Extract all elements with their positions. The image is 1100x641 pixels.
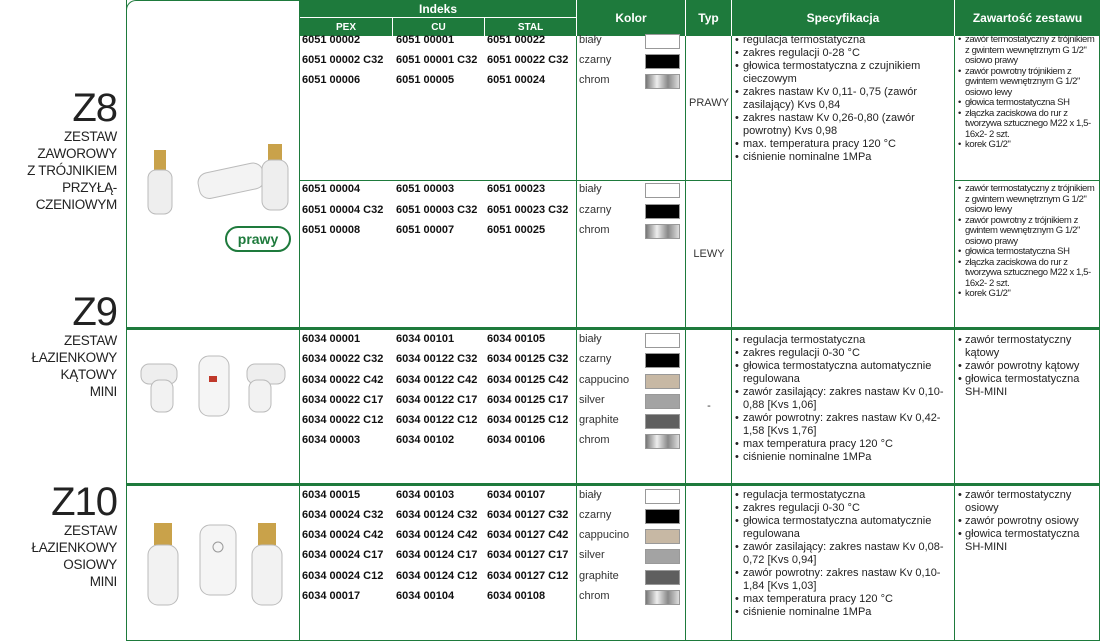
- spec-item: • głowica termostatyczna z czujnikiem cieczowym: [735, 60, 953, 86]
- color-swatch: [645, 333, 680, 348]
- pex-code: 6051 00002: [302, 34, 361, 46]
- stal-code: 6034 00108: [487, 590, 546, 602]
- stal-code: 6034 00125 C32: [487, 353, 569, 365]
- section-divider: [126, 327, 1100, 330]
- color-swatch: [645, 353, 680, 368]
- grid-line: [685, 36, 686, 641]
- spec-item: • zawór powrotny: zakres nastaw Kv 0,42-1,58 [Kvs 1,76]: [735, 412, 953, 438]
- contents-item: • zawór powrotny kątowy: [958, 360, 1098, 373]
- contents-item: • złączka zaciskowa do rur z tworzywa sztucznego M22 x 1,5- 16x2- 2 szt.: [958, 109, 1098, 141]
- color-swatch: [645, 509, 680, 524]
- contents-item: • zawór powrotny z trójnikiem z gwintem wewnętrznym G 1/2" osiowo prawy: [958, 216, 1098, 248]
- contents-item: • głowica termostatyczna SH: [958, 98, 1098, 109]
- color-name: graphite: [579, 414, 619, 426]
- section-divider: [126, 483, 1100, 486]
- color-name: graphite: [579, 570, 619, 582]
- contents-item: • zawór termostatyczny z trójnikiem z gwintem wewnętrznym G 1/2" osiowo lewy: [958, 184, 1098, 216]
- cu-code: 6034 00124 C12: [396, 570, 478, 582]
- color-name: cappucino: [579, 374, 630, 386]
- cu-code: 6034 00104: [396, 590, 455, 602]
- color-name: biały: [579, 333, 602, 345]
- cu-code: 6034 00102: [396, 434, 455, 446]
- label-code: Z10: [51, 480, 117, 524]
- contents-item: • głowica termostatyczna SH-MINI: [958, 373, 1098, 399]
- spec-item: • ciśnienie nominalne 1MPa: [735, 151, 953, 164]
- thermostatic-head: [196, 161, 266, 200]
- pex-code: 6034 00022 C17: [302, 394, 384, 406]
- cu-code: 6034 00124 C32: [396, 509, 478, 521]
- label-line: MINI: [89, 384, 117, 399]
- spec-item: • zakres regulacji 0-30 °C: [735, 502, 953, 515]
- spec-item: • zawór zasilający: zakres nastaw Kv 0,08-0,72 [Kvs 0,94]: [735, 541, 953, 567]
- label-line: MINI: [89, 574, 117, 589]
- brass-fitting: [268, 144, 282, 162]
- pex-code: 6034 00022 C32: [302, 353, 384, 365]
- pex-code: 6051 00006: [302, 74, 361, 86]
- thermostatic-head: [199, 356, 229, 416]
- color-name: silver: [579, 394, 605, 406]
- valve-body: [262, 160, 288, 210]
- spec-item: • zakres regulacji 0-28 °C: [735, 47, 953, 60]
- stal-code: 6034 00127 C12: [487, 570, 569, 582]
- spec-item: • zakres nastaw Kv 0,26-0,80 (zawór powrotny) Kvs 0,98: [735, 112, 953, 138]
- stal-code: 6034 00107: [487, 489, 546, 501]
- cu-code: 6034 00122 C42: [396, 374, 478, 386]
- color-swatch: [645, 489, 680, 504]
- pex-code: 6051 00004 C32: [302, 204, 384, 216]
- header-spec: Specyfikacja: [732, 0, 954, 36]
- contents-item: • zawór termostatyczny z trójnikiem z gwintem wewnętrznym G 1/2" osiowo prawy: [958, 35, 1098, 67]
- header-pex: PEX: [300, 17, 392, 36]
- pex-code: 6051 00002 C32: [302, 54, 384, 66]
- spec-item: • zawór powrotny: zakres nastaw Kv 0,10-1,84 [Kvs 1,03]: [735, 567, 953, 593]
- color-swatch: [645, 34, 680, 49]
- color-name: czarny: [579, 509, 612, 521]
- spec-list-z9: [735, 334, 953, 464]
- label-line: CZENIOWYM: [35, 197, 117, 212]
- color-name: biały: [579, 489, 602, 501]
- pex-code: 6051 00004: [302, 183, 361, 195]
- label-line: Z TRÓJNIKIEM: [27, 163, 117, 178]
- label-z10: [31, 482, 117, 590]
- label-z8: [27, 88, 117, 213]
- label-code: Z9: [72, 290, 117, 334]
- pex-code: 6034 00015: [302, 489, 361, 501]
- cu-code: 6034 00122 C12: [396, 414, 478, 426]
- label-line: ZAWOROWY: [37, 146, 117, 161]
- header-indeks: Indeks: [300, 0, 576, 17]
- contents-item: • złączka zaciskowa do rur z tworzywa sztucznego M22 x 1,5- 16x2- 2 szt.: [958, 258, 1098, 290]
- contents-list-z10: [958, 489, 1098, 554]
- color-swatch: [645, 204, 680, 219]
- stal-code: 6034 00106: [487, 434, 546, 446]
- cu-code: 6034 00122 C32: [396, 353, 478, 365]
- valve-body: [148, 545, 178, 605]
- color-swatch: [645, 570, 680, 585]
- stal-code: 6034 00125 C17: [487, 394, 569, 406]
- typ-value: PRAWY: [689, 97, 729, 109]
- cu-code: 6034 00103: [396, 489, 455, 501]
- color-name: czarny: [579, 204, 612, 216]
- color-name: czarny: [579, 353, 612, 365]
- color-swatch: [645, 183, 680, 198]
- contents-item: • korek G1/2": [958, 140, 1098, 151]
- stal-code: 6051 00022: [487, 34, 546, 46]
- label-z9: [31, 292, 117, 400]
- brass-fitting: [258, 523, 276, 545]
- thermostatic-head: [200, 525, 236, 595]
- contents-item: • zawór powrotny trójnikiem z gwintem wewnętrznym G 1/2" osiowo lewy: [958, 67, 1098, 99]
- typ-value: -: [707, 400, 711, 412]
- pex-code: 6034 00022 C42: [302, 374, 384, 386]
- spec-item: • regulacja termostatyczna: [735, 489, 953, 502]
- contents-item: • zawór termostatyczny kątowy: [958, 334, 1098, 360]
- image-column-corner: [126, 0, 300, 10]
- color-name: chrom: [579, 224, 610, 236]
- label-line: ŁAZIENKOWY: [31, 540, 117, 555]
- color-name: biały: [579, 183, 602, 195]
- color-swatch: [645, 224, 680, 239]
- cu-code: 6051 00005: [396, 74, 455, 86]
- pex-code: 6034 00024 C12: [302, 570, 384, 582]
- grid-line: [954, 180, 1100, 181]
- label-line: ZESTAW: [64, 523, 117, 538]
- color-name: chrom: [579, 590, 610, 602]
- header-cu: CU: [392, 17, 484, 36]
- stal-code: 6034 00127 C32: [487, 509, 569, 521]
- indicator: [209, 376, 217, 382]
- stal-code: 6051 00023 C32: [487, 204, 569, 216]
- contents-list-z9: [958, 334, 1098, 399]
- product-image-z10: [140, 515, 300, 615]
- color-swatch: [645, 394, 680, 409]
- color-swatch: [645, 434, 680, 449]
- label-code: Z8: [72, 86, 117, 130]
- valve-body: [148, 170, 172, 214]
- cu-code: 6034 00124 C17: [396, 549, 478, 561]
- valve-body: [249, 380, 271, 412]
- spec-item: • max. temperatura pracy 120 °C: [735, 138, 953, 151]
- pex-code: 6034 00024 C42: [302, 529, 384, 541]
- brass-fitting: [154, 523, 172, 545]
- contents-item: • zawór powrotny osiowy: [958, 515, 1098, 528]
- color-swatch: [645, 414, 680, 429]
- prawy-badge: prawy: [225, 226, 291, 252]
- cu-code: 6051 00007: [396, 224, 455, 236]
- cu-code: 6051 00003 C32: [396, 204, 478, 216]
- label-line: KĄTOWY: [60, 367, 117, 382]
- color-swatch: [645, 590, 680, 605]
- grid-line: [954, 36, 955, 641]
- typ-value: LEWY: [693, 248, 725, 260]
- header-kolor: Kolor: [577, 0, 685, 36]
- pex-code: 6034 00024 C17: [302, 549, 384, 561]
- color-swatch: [645, 54, 680, 69]
- spec-item: • zakres regulacji 0-30 °C: [735, 347, 953, 360]
- stal-code: 6034 00125 C42: [487, 374, 569, 386]
- color-name: chrom: [579, 74, 610, 86]
- label-line: PRZYŁĄ-: [62, 180, 117, 195]
- color-swatch: [645, 529, 680, 544]
- pex-code: 6034 00001: [302, 333, 361, 345]
- color-name: biały: [579, 34, 602, 46]
- spec-item: • głowica termostatyczna automatycznie regulowana: [735, 515, 953, 541]
- color-name: cappucino: [579, 529, 630, 541]
- header-zawartosc: Zawartość zestawu: [955, 0, 1100, 36]
- cu-code: 6034 00122 C17: [396, 394, 478, 406]
- spec-list-z10: [735, 489, 953, 619]
- contents-list-prawy: [958, 35, 1098, 151]
- label-line: ŁAZIENKOWY: [31, 350, 117, 365]
- spec-item: • zawór zasilający: zakres nastaw Kv 0,10-0,88 [Kvs 1,06]: [735, 386, 953, 412]
- spec-item: • głowica termostatyczna automatycznie regulowana: [735, 360, 953, 386]
- stal-code: 6051 00024: [487, 74, 546, 86]
- stal-code: 6034 00127 C17: [487, 549, 569, 561]
- pex-code: 6034 00017: [302, 590, 361, 602]
- contents-item: • głowica termostatyczna SH-MINI: [958, 528, 1098, 554]
- cu-code: 6034 00101: [396, 333, 455, 345]
- cu-code: 6034 00124 C42: [396, 529, 478, 541]
- color-swatch: [645, 374, 680, 389]
- stal-code: 6034 00125 C12: [487, 414, 569, 426]
- spec-item: • regulacja termostatyczna: [735, 34, 953, 47]
- pex-code: 6051 00008: [302, 224, 361, 236]
- product-image-z8: [140, 140, 290, 220]
- contents-item: • zawór termostatyczny osiowy: [958, 489, 1098, 515]
- spec-item: • zakres nastaw Kv 0,11- 0,75 (zawór zasilający) Kvs 0,84: [735, 86, 953, 112]
- spec-item: • ciśnienie nominalne 1MPa: [735, 606, 953, 619]
- stal-code: 6051 00022 C32: [487, 54, 569, 66]
- spec-item: • max temperatura pracy 120 °C: [735, 593, 953, 606]
- pex-code: 6034 00024 C32: [302, 509, 384, 521]
- header-typ: Typ: [686, 0, 731, 36]
- cu-code: 6051 00001: [396, 34, 455, 46]
- cu-code: 6051 00001 C32: [396, 54, 478, 66]
- color-name: czarny: [579, 54, 612, 66]
- stal-code: 6051 00025: [487, 224, 546, 236]
- header-stal: STAL: [484, 17, 576, 36]
- color-name: chrom: [579, 434, 610, 446]
- stal-code: 6034 00127 C42: [487, 529, 569, 541]
- grid-line: [731, 36, 732, 641]
- brass-fitting: [154, 150, 166, 170]
- grid-line: [576, 36, 577, 641]
- cu-code: 6051 00003: [396, 183, 455, 195]
- color-swatch: [645, 74, 680, 89]
- color-name: silver: [579, 549, 605, 561]
- contents-list-lewy: [958, 184, 1098, 300]
- pex-code: 6034 00003: [302, 434, 361, 446]
- pex-code: 6034 00022 C12: [302, 414, 384, 426]
- spec-item: • ciśnienie nominalne 1MPa: [735, 451, 953, 464]
- label-line: ZESTAW: [64, 333, 117, 348]
- stal-code: 6051 00023: [487, 183, 546, 195]
- label-line: OSIOWY: [63, 557, 117, 572]
- product-image-z9: [135, 350, 295, 420]
- valve-body: [252, 545, 282, 605]
- color-swatch: [645, 549, 680, 564]
- contents-item: • głowica termostatyczna SH: [958, 247, 1098, 258]
- spec-list-z8: [735, 34, 953, 164]
- contents-item: • korek G1/2": [958, 289, 1098, 300]
- spec-item: • regulacja termostatyczna: [735, 334, 953, 347]
- spec-item: • max temperatura pracy 120 °C: [735, 438, 953, 451]
- stal-code: 6034 00105: [487, 333, 546, 345]
- label-line: ZESTAW: [64, 129, 117, 144]
- valve-body: [151, 380, 173, 412]
